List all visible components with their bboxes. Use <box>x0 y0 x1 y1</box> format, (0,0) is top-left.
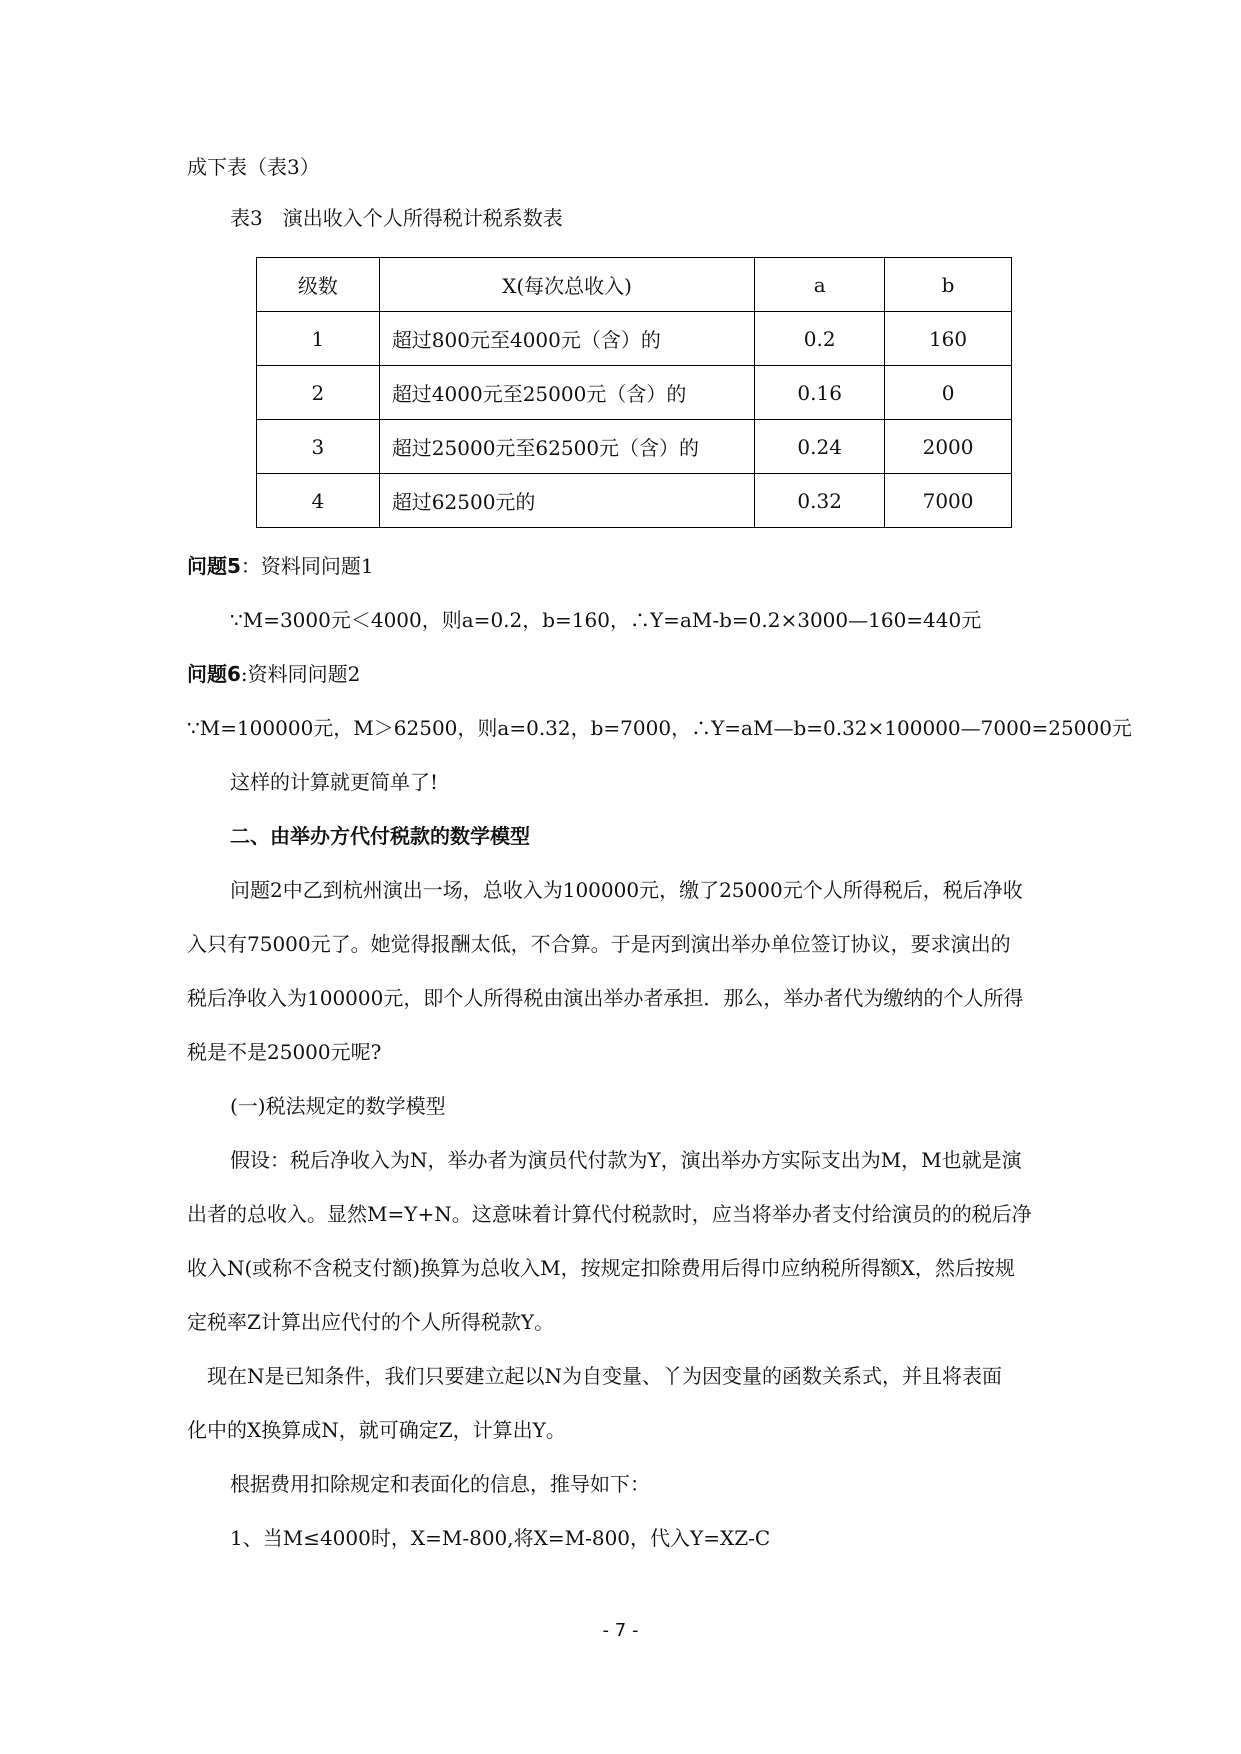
cell-a: 0.2 <box>755 312 885 366</box>
page-number: - 7 - <box>602 1620 639 1641</box>
header-b: b <box>885 258 1012 312</box>
cell-income: 超过800元至4000元（含）的 <box>379 312 754 366</box>
intro-text: 成下表（表3） <box>187 155 320 179</box>
derivation-step-1: 1、当M≤4000时，X=M-800,将X=M-800，代入Y=XZ-C <box>230 1526 771 1550</box>
tax-coefficient-table <box>256 257 1012 528</box>
table-row <box>257 474 1012 528</box>
table-row <box>257 312 1012 366</box>
cell-a: 0.16 <box>755 366 885 420</box>
header-a: a <box>755 258 885 312</box>
table-header-row <box>257 258 1012 312</box>
derivation-intro: 根据费用扣除规定和表面化的信息，推导如下： <box>230 1472 650 1496</box>
question-6-label: 问题6 <box>187 662 241 686</box>
question-5-label: 问题5 <box>187 554 241 578</box>
table-row <box>257 420 1012 474</box>
para3-line: 化中的X换算成N，就可确定Z，计算出Y。 <box>187 1418 566 1442</box>
para3-line: 现在N是已知条件，我们只要建立起以N为自变量、丫为因变量的函数关系式，并且将表面 <box>207 1364 1002 1388</box>
para1-line: 税是不是25000元呢? <box>187 1040 382 1064</box>
table-caption: 表3 演出收入个人所得税计税系数表 <box>230 206 563 230</box>
para2-line: 假设：税后净收入为N，举办者为演员代付款为Y，演出举办方实际支出为M，M也就是演 <box>230 1148 1022 1172</box>
header-income: X(每次总收入) <box>379 258 754 312</box>
cell-income: 超过62500元的 <box>379 474 754 528</box>
para2-line: 出者的总收入。显然M=Y+N。这意味着计算代付税款时，应当将举办者支付给演员的的税后净 <box>187 1202 1032 1226</box>
header-level: 级数 <box>257 258 380 312</box>
cell-income: 超过25000元至62500元（含）的 <box>379 420 754 474</box>
question-5-text: ：资料同问题1 <box>240 554 374 578</box>
simpler-note: 这样的计算就更简单了! <box>230 770 439 794</box>
cell-b: 0 <box>885 366 1012 420</box>
cell-income: 超过4000元至25000元（含）的 <box>379 366 754 420</box>
cell-b: 7000 <box>885 474 1012 528</box>
question-5-calc: ∵M=3000元＜4000，则a=0.2，b=160，∴Y=aM-b=0.2×3000—160=440元 <box>230 608 982 632</box>
question-5 <box>187 551 374 581</box>
question-6 <box>187 659 360 689</box>
para1-line: 入只有75000元了。她觉得报酬太低，不合算。于是丙到演出举办单位签订协议，要求演出的 <box>187 932 1011 956</box>
cell-level: 2 <box>257 366 380 420</box>
para1-line: 税后净收入为100000元，即个人所得税由演出举办者承担．那么，举办者代为缴纳的个人所得 <box>187 986 1024 1010</box>
para2-line: 收入N(或称不含税支付额)换算为总收入M，按规定扣除费用后得巾应纳税所得额X，然后按规 <box>187 1256 1015 1280</box>
cell-level: 4 <box>257 474 380 528</box>
cell-a: 0.32 <box>755 474 885 528</box>
table-row <box>257 366 1012 420</box>
question-6-calc: ∵M=100000元，M＞62500，则a=0.32，b=7000，∴Y=aM—b=0.32×100000—7000=25000元 <box>187 716 1132 740</box>
subsection-1-title: (一)税法规定的数学模型 <box>230 1094 446 1118</box>
cell-level: 1 <box>257 312 380 366</box>
section-2-title: 二、由举办方代付税款的数学模型 <box>230 824 530 848</box>
cell-a: 0.24 <box>755 420 885 474</box>
cell-level: 3 <box>257 420 380 474</box>
para1-line: 问题2中乙到杭州演出一场，总收入为100000元，缴了25000元个人所得税后，税后净收 <box>230 878 1023 902</box>
cell-b: 160 <box>885 312 1012 366</box>
cell-b: 2000 <box>885 420 1012 474</box>
para2-line: 定税率Z计算出应代付的个人所得税款Y。 <box>187 1310 555 1334</box>
question-6-text: :资料同问题2 <box>240 662 361 686</box>
